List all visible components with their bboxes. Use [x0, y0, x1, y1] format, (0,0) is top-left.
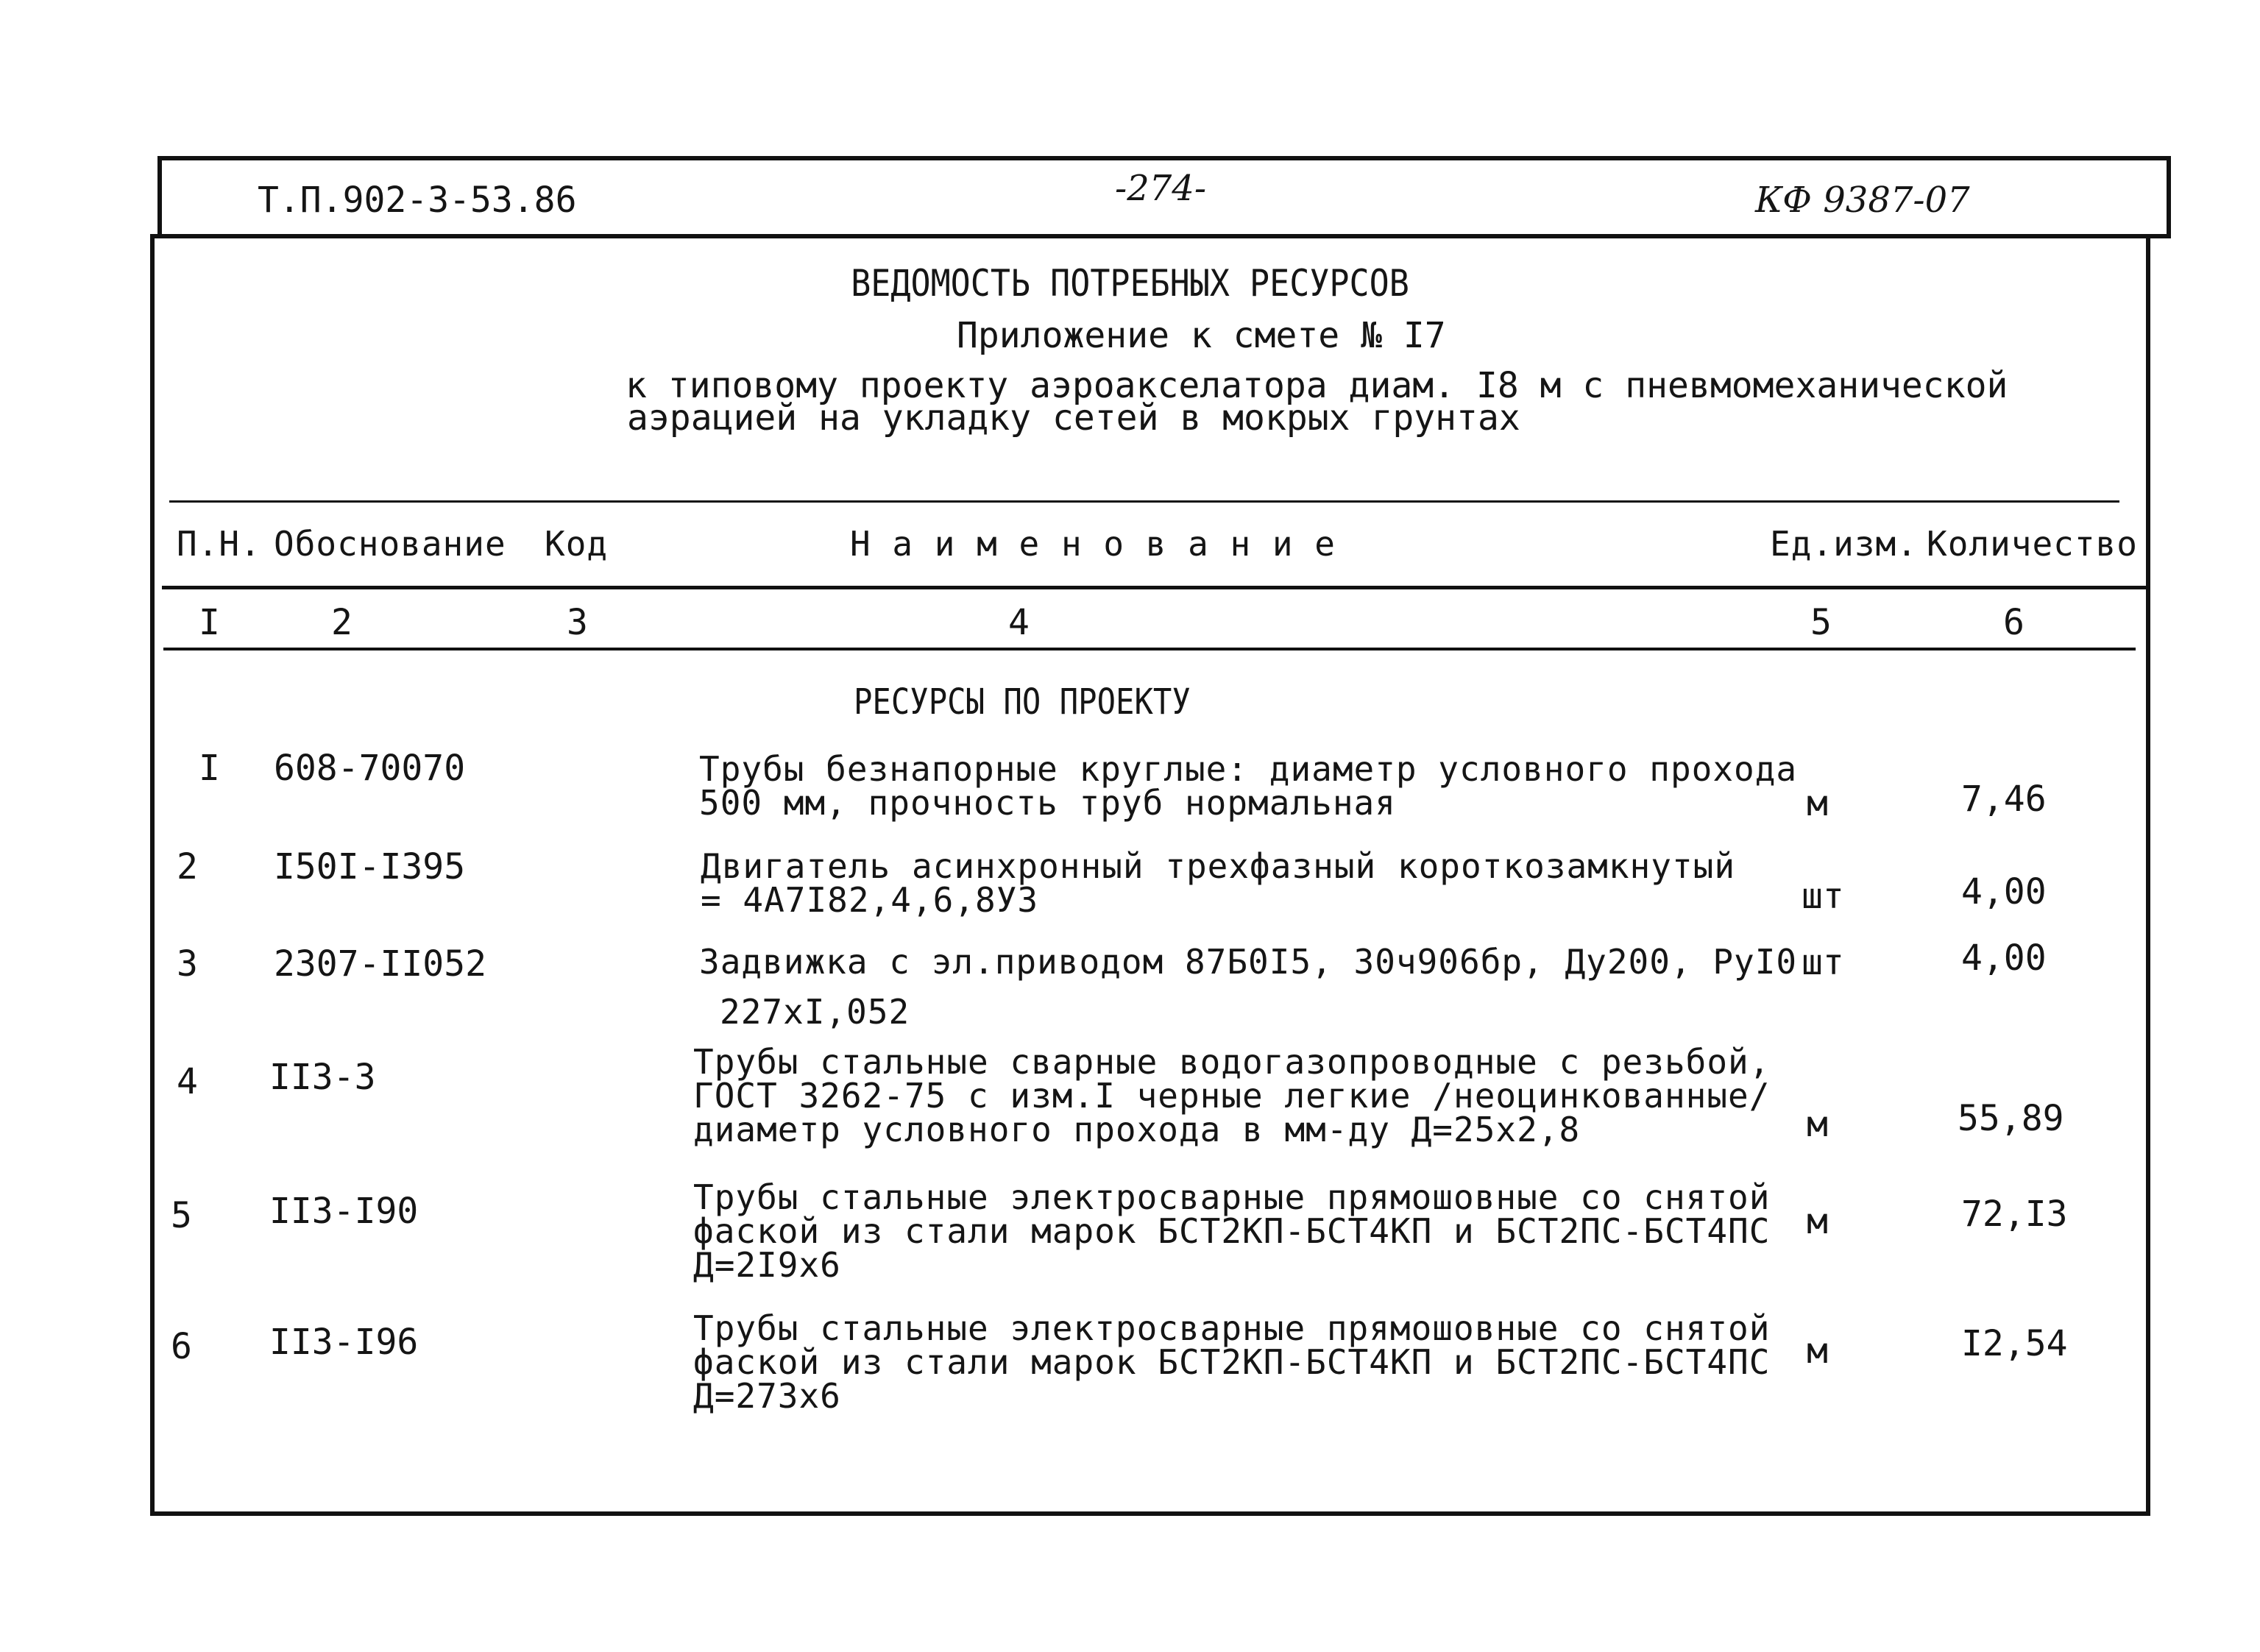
header-bottom-rule — [162, 586, 2149, 589]
col-header-pn: П.Н. — [177, 524, 261, 564]
numbers-bottom-rule — [163, 648, 2136, 650]
subtitle-line-1: к типовому проекту аэроакселатора диам. I8 м с пневмомеханической — [626, 365, 2008, 406]
doc-number: Т.П.902-3-53.86 — [258, 180, 577, 221]
col-header-name: Н а и м е н о в а н и е — [850, 524, 1336, 564]
row-5-unit: м — [1807, 1201, 1828, 1242]
col-number-6: 6 — [2003, 602, 2025, 643]
row-4-unit: м — [1807, 1104, 1828, 1145]
row-3-unit: шт — [1802, 942, 1844, 983]
row-6-pn: 6 — [171, 1326, 192, 1367]
row-2-name: Двигатель асинхронный трехфазный короткозамкнутый = 4А7I82,4,6,8У3 — [701, 846, 1736, 920]
row-5-basis: II3-I90 — [269, 1191, 419, 1232]
row-4-qty: 55,89 — [1958, 1098, 2064, 1139]
col-header-code: Код — [545, 524, 609, 564]
row-5-name: Трубы стальные электросварные прямошовные со снятой фаской из стали марок БСТ2КП-БСТ4КП и БСТ2ПС-БСТ4ПС Д=2I9х6 — [693, 1177, 1771, 1285]
row-2-pn: 2 — [177, 846, 198, 887]
col-header-basis: Обоснование — [274, 524, 506, 564]
row-4-name: Трубы стальные сварные водогазопроводные с резьбой, ГОСТ 3262-75 с изм.I черные легкие /неоцинкованные/ диаметр условного прохода в мм-ду Д=25х2,8 — [693, 1042, 1771, 1149]
row-5-pn: 5 — [171, 1195, 192, 1236]
col-number-2: 2 — [331, 602, 353, 643]
col-number-5: 5 — [1810, 602, 1832, 643]
row-2-basis: I50I-I395 — [274, 846, 466, 887]
row-1-unit: м — [1807, 783, 1828, 824]
col-header-unit: Ед.изм. — [1770, 524, 1918, 564]
row-2-qty: 4,00 — [1961, 871, 2047, 912]
row-1-name: Трубы безнапорные круглые: диаметр условного прохода 500 мм, прочность труб нормальная — [699, 749, 1798, 823]
row-1-pn: I — [199, 748, 220, 789]
document-title: ВЕДОМОСТЬ ПОТРЕБНЫХ РЕСУРСОВ — [851, 262, 1409, 305]
row-4-basis: II3-3 — [269, 1057, 376, 1098]
table-top-rule — [169, 500, 2119, 503]
row-2-unit: шт — [1802, 876, 1844, 917]
row-1-basis: 608-70070 — [274, 748, 466, 789]
subtitle-line-2: аэрацией на укладку сетей в мокрых грунтах — [627, 397, 1520, 439]
row-6-qty: I2,54 — [1961, 1323, 2068, 1364]
row-6-unit: м — [1807, 1330, 1828, 1372]
row-6-name: Трубы стальные электросварные прямошовные со снятой фаской из стали марок БСТ2КП-БСТ4КП и БСТ2ПС-БСТ4ПС Д=273х6 — [693, 1308, 1771, 1416]
appendix-line: Приложение к смете № I7 — [957, 315, 1446, 356]
row-3-name-extra: 227хI,052 — [720, 992, 910, 1032]
row-5-qty: 72,I3 — [1961, 1194, 2068, 1235]
code-stamp: КФ 9387-07 — [1755, 180, 1970, 221]
section-title: РЕСУРСЫ ПО ПРОЕКТУ — [854, 681, 1191, 723]
row-6-basis: II3-I96 — [269, 1322, 419, 1363]
col-number-3: 3 — [567, 602, 588, 643]
col-header-qty: Количество — [1927, 524, 2138, 564]
col-number-4: 4 — [1008, 602, 1030, 643]
row-1-qty: 7,46 — [1961, 779, 2047, 820]
row-3-basis: 2307-II052 — [274, 943, 486, 985]
page-number: -274- — [1115, 168, 1207, 209]
row-3-qty: 4,00 — [1961, 937, 2047, 979]
row-3-name: Задвижка с эл.приводом 87Б0I5, 30ч906бр, Ду200, РуI0 — [699, 942, 1798, 982]
row-3-pn: 3 — [177, 943, 198, 985]
row-4-pn: 4 — [177, 1061, 198, 1102]
col-number-1: I — [199, 602, 220, 643]
